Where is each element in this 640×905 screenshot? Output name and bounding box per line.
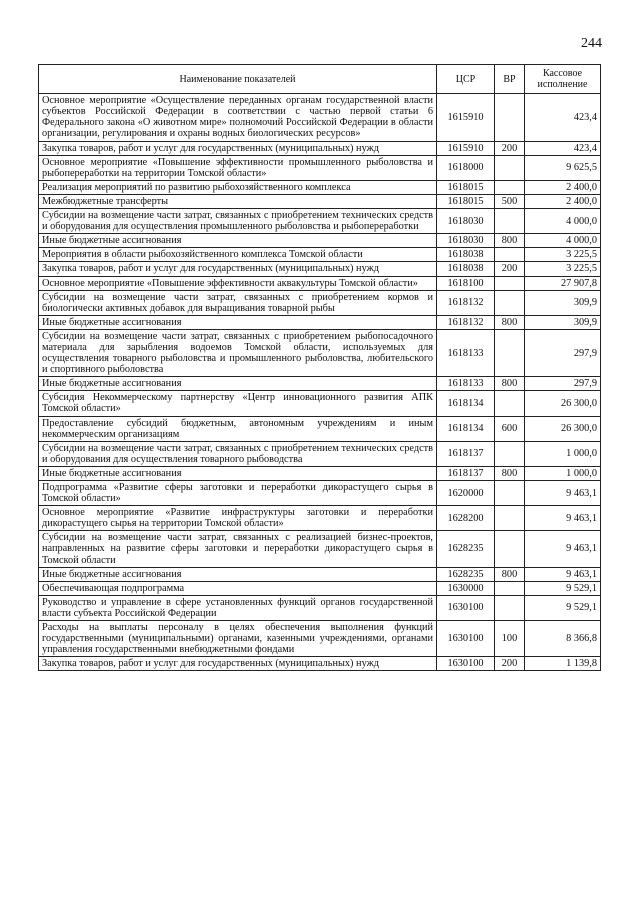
table-row — [39, 209, 601, 234]
table-row — [39, 315, 601, 329]
cell-name: Субсидии на возмещение части затрат, связанных с реализацией бизнес-проектов, направленных на развитие сферы заготовки и переработки дикорастущего сырья в Томской области — [39, 531, 437, 567]
cell-name: Закупка товаров, работ и услуг для государственных (муниципальных) нужд — [39, 657, 437, 671]
cell-csr: 1628235 — [437, 531, 495, 567]
cell-name: Основное мероприятие «Повышение эффективности промышленного рыболовства и рыбопереработки на территории Томской области» — [39, 155, 437, 180]
cell-amount: 9 463,1 — [525, 506, 601, 531]
cell-vr — [495, 155, 525, 180]
cell-vr: 800 — [495, 234, 525, 248]
cell-amount: 4 000,0 — [525, 234, 601, 248]
table-row — [39, 567, 601, 581]
cell-name: Предоставление субсидий бюджетным, автономным учреждениям и иным некоммерческим организациям — [39, 416, 437, 441]
cell-csr: 1618030 — [437, 209, 495, 234]
cell-name: Субсидии на возмещение части затрат, связанных с приобретением рыбопосадочного материала для зарыбления водоемов Томской области, используемых для осуществления товарного рыболовства и промышленного рыболовства, любительского и спортивного рыболовства — [39, 329, 437, 376]
cell-csr: 1630100 — [437, 657, 495, 671]
cell-amount: 4 000,0 — [525, 209, 601, 234]
table-body — [39, 94, 601, 671]
cell-vr — [495, 581, 525, 595]
cell-vr — [495, 595, 525, 620]
cell-csr: 1618038 — [437, 248, 495, 262]
table-row — [39, 248, 601, 262]
cell-vr: 800 — [495, 567, 525, 581]
cell-vr — [495, 531, 525, 567]
cell-vr — [495, 481, 525, 506]
cell-name: Иные бюджетные ассигнования — [39, 466, 437, 480]
table-row — [39, 262, 601, 276]
cell-csr: 1630000 — [437, 581, 495, 595]
cell-csr: 1618132 — [437, 315, 495, 329]
cell-name: Расходы на выплаты персоналу в целях обеспечения выполнения функций государственными (муниципальными) органами, казенными учреждениями, органами управления государственными внебюджетными фондами — [39, 621, 437, 657]
header-name: Наименование показателей — [39, 65, 437, 94]
cell-name: Субсидии на возмещение части затрат, связанных с приобретением технических средств и оборудования для осуществления товарного рыбоводства — [39, 441, 437, 466]
table-row — [39, 595, 601, 620]
cell-amount: 3 225,5 — [525, 248, 601, 262]
cell-vr: 800 — [495, 315, 525, 329]
cell-amount: 309,9 — [525, 315, 601, 329]
cell-name: Реализация мероприятий по развитию рыбохозяйственного комплекса — [39, 180, 437, 194]
cell-csr: 1618134 — [437, 391, 495, 416]
cell-name: Мероприятия в области рыбохозяйственного комплекса Томской области — [39, 248, 437, 262]
cell-name: Межбюджетные трансферты — [39, 194, 437, 208]
table-row — [39, 180, 601, 194]
cell-name: Основное мероприятие «Развитие инфраструктуры заготовки и переработки дикорастущего сырья на территории Томской области» — [39, 506, 437, 531]
cell-csr: 1615910 — [437, 141, 495, 155]
cell-vr: 600 — [495, 416, 525, 441]
cell-amount: 423,4 — [525, 94, 601, 141]
cell-amount: 26 300,0 — [525, 391, 601, 416]
cell-csr: 1618100 — [437, 276, 495, 290]
table-row — [39, 329, 601, 376]
cell-vr — [495, 276, 525, 290]
cell-vr: 200 — [495, 657, 525, 671]
cell-amount: 27 907,8 — [525, 276, 601, 290]
cell-vr: 200 — [495, 262, 525, 276]
cell-name: Иные бюджетные ассигнования — [39, 567, 437, 581]
cell-amount: 9 463,1 — [525, 531, 601, 567]
cell-name: Субсидии на возмещение части затрат, связанных с приобретением технических средств и оборудования для осуществления промышленного рыболовства и рыбопереработки — [39, 209, 437, 234]
cell-amount: 9 529,1 — [525, 595, 601, 620]
cell-amount: 2 400,0 — [525, 180, 601, 194]
cell-csr: 1618132 — [437, 290, 495, 315]
cell-csr: 1618015 — [437, 194, 495, 208]
table-row — [39, 234, 601, 248]
cell-amount: 297,9 — [525, 329, 601, 376]
table-row — [39, 290, 601, 315]
cell-amount: 297,9 — [525, 377, 601, 391]
cell-name: Руководство и управление в сфере установленных функций органов государственной власти субъекта Российской Федерации — [39, 595, 437, 620]
cell-csr: 1615910 — [437, 94, 495, 141]
cell-amount: 1 000,0 — [525, 466, 601, 480]
page-number: 244 — [581, 36, 602, 51]
table-row — [39, 377, 601, 391]
cell-vr — [495, 180, 525, 194]
table-row — [39, 481, 601, 506]
cell-amount: 9 625,5 — [525, 155, 601, 180]
cell-amount: 26 300,0 — [525, 416, 601, 441]
cell-name: Основное мероприятие «Повышение эффективности аквакультуры Томской области» — [39, 276, 437, 290]
cell-name: Основное мероприятие «Осуществление переданных органам государственной власти субъектов Российской Федерации в соответствии с частью первой статьи 6 Федерального закона «О животном мире» полномочий Российской Федерации в области организации, регулирования и охраны водных биологических ресурсов» — [39, 94, 437, 141]
cell-name: Обеспечивающая подпрограмма — [39, 581, 437, 595]
table-row — [39, 194, 601, 208]
cell-amount: 9 529,1 — [525, 581, 601, 595]
cell-amount: 423,4 — [525, 141, 601, 155]
cell-csr: 1630100 — [437, 621, 495, 657]
cell-vr — [495, 329, 525, 376]
cell-vr: 100 — [495, 621, 525, 657]
cell-vr: 500 — [495, 194, 525, 208]
cell-csr: 1618137 — [437, 466, 495, 480]
cell-amount: 1 000,0 — [525, 441, 601, 466]
cell-vr — [495, 506, 525, 531]
cell-amount: 1 139,8 — [525, 657, 601, 671]
table-header-row — [39, 65, 601, 94]
cell-amount: 3 225,5 — [525, 262, 601, 276]
cell-vr — [495, 441, 525, 466]
cell-name: Закупка товаров, работ и услуг для государственных (муниципальных) нужд — [39, 262, 437, 276]
cell-amount: 9 463,1 — [525, 567, 601, 581]
table-row — [39, 621, 601, 657]
cell-vr — [495, 391, 525, 416]
header-csr: ЦСР — [437, 65, 495, 94]
cell-name: Субсидия Некоммерческому партнерству «Центр инновационного развития АПК Томской области» — [39, 391, 437, 416]
cell-amount: 9 463,1 — [525, 481, 601, 506]
cell-vr — [495, 290, 525, 315]
cell-csr: 1618137 — [437, 441, 495, 466]
cell-vr — [495, 248, 525, 262]
cell-vr — [495, 209, 525, 234]
cell-vr: 800 — [495, 377, 525, 391]
table-row — [39, 276, 601, 290]
header-vr: ВР — [495, 65, 525, 94]
cell-csr: 1628200 — [437, 506, 495, 531]
cell-name: Субсидии на возмещение части затрат, связанных с приобретением кормов и биологически активных добавок для выращивания товарной рыбы — [39, 290, 437, 315]
cell-name: Подпрограмма «Развитие сферы заготовки и переработки дикорастущего сырья в Томской области» — [39, 481, 437, 506]
table-row — [39, 141, 601, 155]
cell-vr: 800 — [495, 466, 525, 480]
table-row — [39, 466, 601, 480]
cell-name: Иные бюджетные ассигнования — [39, 315, 437, 329]
cell-amount: 2 400,0 — [525, 194, 601, 208]
cell-vr — [495, 94, 525, 141]
cell-csr: 1618038 — [437, 262, 495, 276]
cell-csr: 1618134 — [437, 416, 495, 441]
header-amount: Кассовое исполнение — [525, 65, 601, 94]
cell-amount: 309,9 — [525, 290, 601, 315]
table-row — [39, 657, 601, 671]
table-row — [39, 581, 601, 595]
cell-csr: 1628235 — [437, 567, 495, 581]
cell-name: Закупка товаров, работ и услуг для государственных (муниципальных) нужд — [39, 141, 437, 155]
cell-csr: 1618133 — [437, 329, 495, 376]
table-row — [39, 391, 601, 416]
budget-execution-table — [38, 64, 601, 671]
table-row — [39, 416, 601, 441]
cell-csr: 1618015 — [437, 180, 495, 194]
cell-csr: 1618000 — [437, 155, 495, 180]
cell-csr: 1630100 — [437, 595, 495, 620]
table-row — [39, 441, 601, 466]
table-row — [39, 506, 601, 531]
table-row — [39, 531, 601, 567]
cell-csr: 1618030 — [437, 234, 495, 248]
table-row — [39, 155, 601, 180]
table-row — [39, 94, 601, 141]
cell-csr: 1620000 — [437, 481, 495, 506]
cell-csr: 1618133 — [437, 377, 495, 391]
cell-vr: 200 — [495, 141, 525, 155]
cell-amount: 8 366,8 — [525, 621, 601, 657]
cell-name: Иные бюджетные ассигнования — [39, 234, 437, 248]
cell-name: Иные бюджетные ассигнования — [39, 377, 437, 391]
